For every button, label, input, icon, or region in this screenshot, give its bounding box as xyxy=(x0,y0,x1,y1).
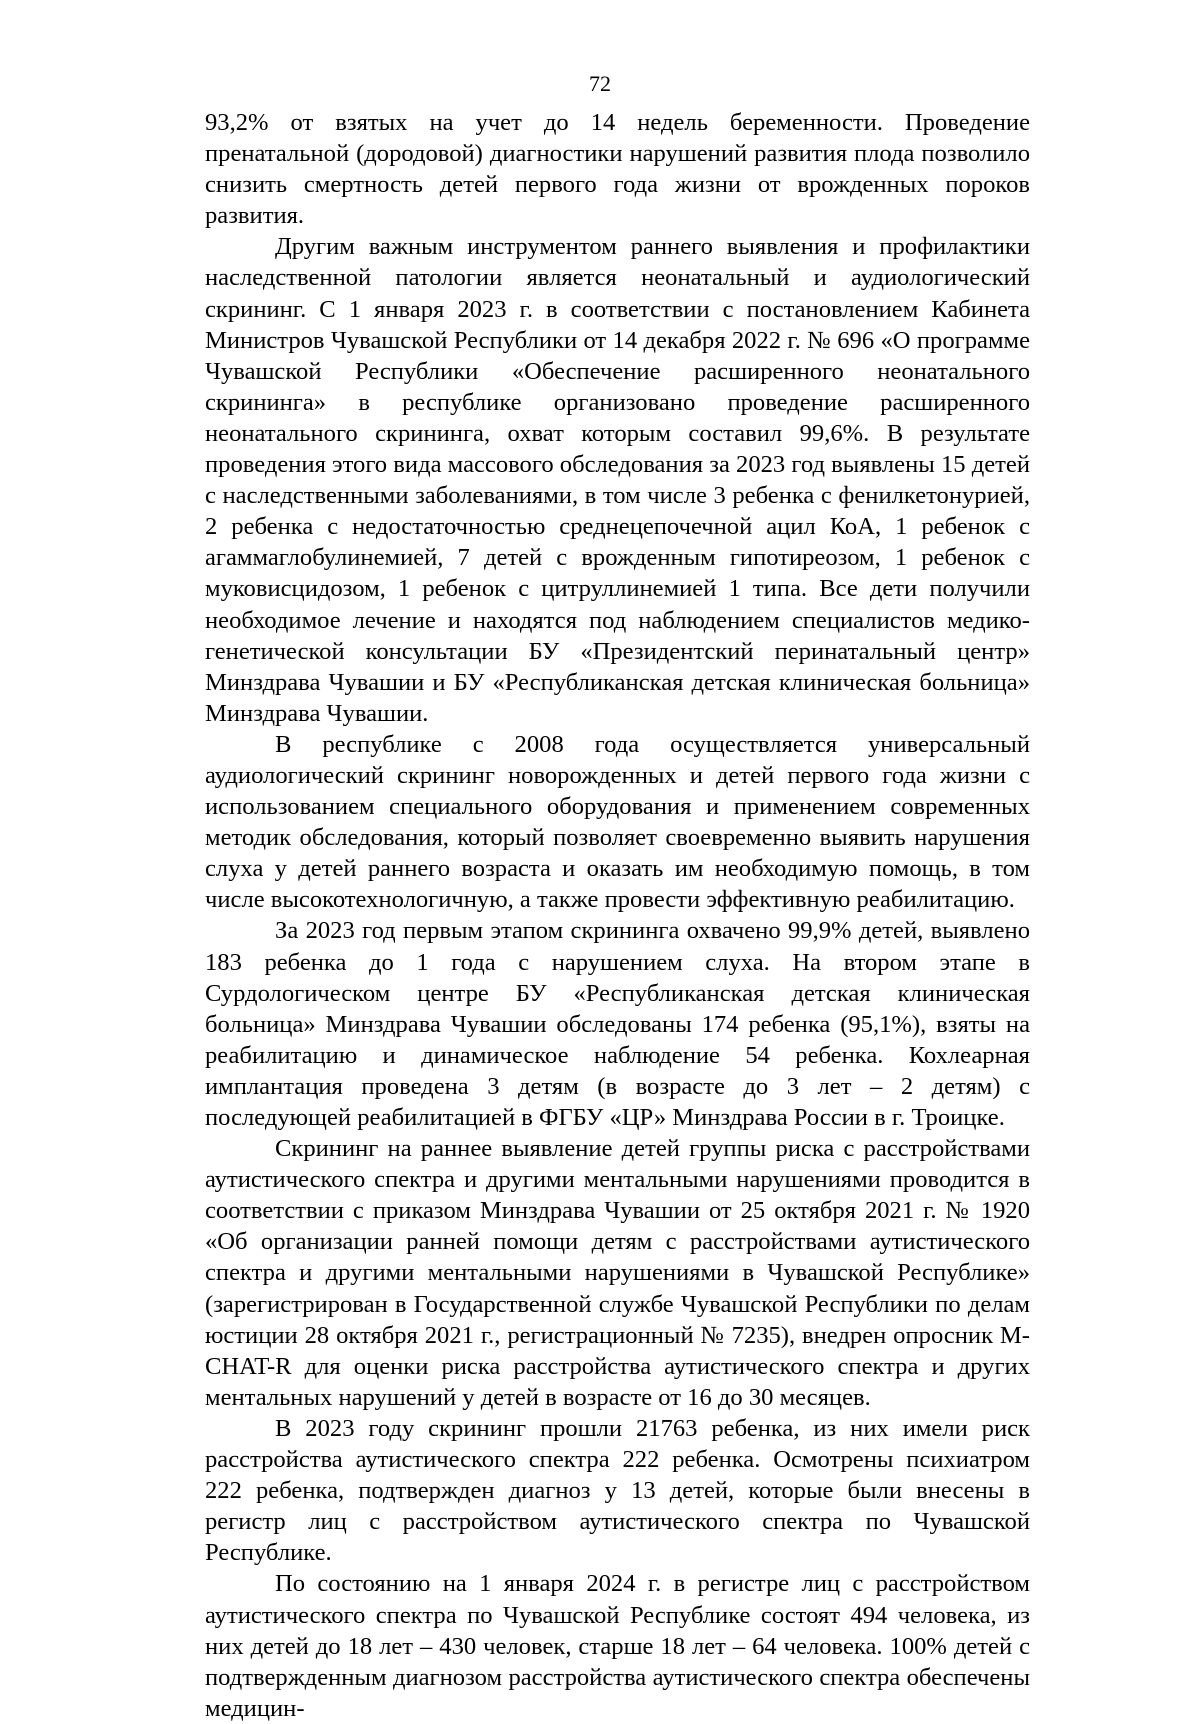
paragraph-continuation: 93,2% от взятых на учет до 14 недель беременности. Проведение пренатальной (дородовой) диагностики нарушений развития плода позволило снизить смертность детей первого года жизни от врожденных пороков развития. xyxy=(205,109,1030,230)
paragraph-screening-results-2023: За 2023 год первым этапом скрининга охвачено 99,9% детей, выявлено 183 ребенка до 1 года с нарушением слуха. На втором этапе в Сурдологическом центре БУ «Республиканская детская клиническая больница» Минздрава Чувашии обследованы 174 ребенка (95,1%), взяты на реабилитацию и динамическое наблюдение 54 ребенка. Кохлеарная имплантация проведена 3 детям (в возрасте до 3 лет – 2 детям) с последующей реабилитацией в ФГБУ «ЦР» Минздрава России в г. Троицке. xyxy=(205,917,1030,1131)
paragraph-autism-results-2023: В 2023 году скрининг прошли 21763 ребенка, из них имели риск расстройства аутистического спектра 222 ребенка. Осмотрены психиатром 222 ребенка, подтвержден диагноз у 13 детей, которые были внесены в регистр лиц с расстройством аутистического спектра по Чувашской Республике. xyxy=(205,1414,1030,1567)
paragraph-autism-screening: Скрининг на раннее выявление детей группы риска с расстройствами аутистического спектра и другими ментальными нарушениями проводится в соответствии с приказом Минздрава Чувашии от 25 октября 2021 г. № 1920 «Об организации ранней помощи детям с расстройствами аутистического спектра и другими ментальными нарушениями в Чувашской Республике» (зарегистрирован в Государственной службе Чувашской Республики по делам юстиции 28 октября 2021 г., регистрационный № 7235), внедрен опросник M-CHAT-R для оценки риска расстройства аутистического спектра и других ментальных нарушений у детей в возрасте от 16 до 30 месяцев. xyxy=(205,1135,1030,1411)
paragraph-neonatal-screening: Другим важным инструментом раннего выявления и профилактики наследственной патологии является неонатальный и аудиологический скрининг. С 1 января 2023 г. в соответствии с постановлением Кабинета Министров Чувашской Республики от 14 декабря 2022 г. № 696 «О программе Чувашской Республики «Обеспечение расширенного неонатального скрининга» в республике организовано проведение расширенного неонатального скрининга, охват которым составил 99,6%. В результате проведения этого вида массового обследования за 2023 год выявлены 15 детей с наследственными заболеваниями, в том числе 3 ребенка с фенилкетонурией, 2 ребенка с недостаточностью среднецепочечной ацил КоА, 1 ребенок с агаммаглобулинемией, 7 детей с врожденным гипотиреозом, 1 ребенок с муковисцидозом, 1 ребенок с цитруллинемией 1 типа. Все дети получили необходимое лечение и находятся под наблюдением специалистов медико-генетической консультации БУ «Президентский перинатальный центр» Минздрава Чувашии и БУ «Республиканская детская клиническая больница» Минздрава Чувашии. xyxy=(205,233,1030,727)
paragraph-autism-register: По состоянию на 1 января 2024 г. в регистре лиц с расстройством аутистического спектра по Чувашской Республике состоят 494 человека, из них детей до 18 лет – 430 человек, старше 18 лет – 64 человека. 100% детей с подтвержденным диагнозом расстройства аутистического спектра обеспечены медицин- xyxy=(205,1570,1030,1722)
document-body xyxy=(205,107,1030,1724)
page-number: 72 xyxy=(589,71,611,96)
paragraph-audiological-screening: В республике с 2008 года осуществляется универсальный аудиологический скрининг новорожденных и детей первого года жизни с использованием специального оборудования и применением современных методик обследования, который позволяет своевременно выявить нарушения слуха у детей раннего возраста и оказать им необходимую помощь, в том числе высокотехнологичную, а также провести эффективную реабилитацию. xyxy=(205,730,1030,914)
